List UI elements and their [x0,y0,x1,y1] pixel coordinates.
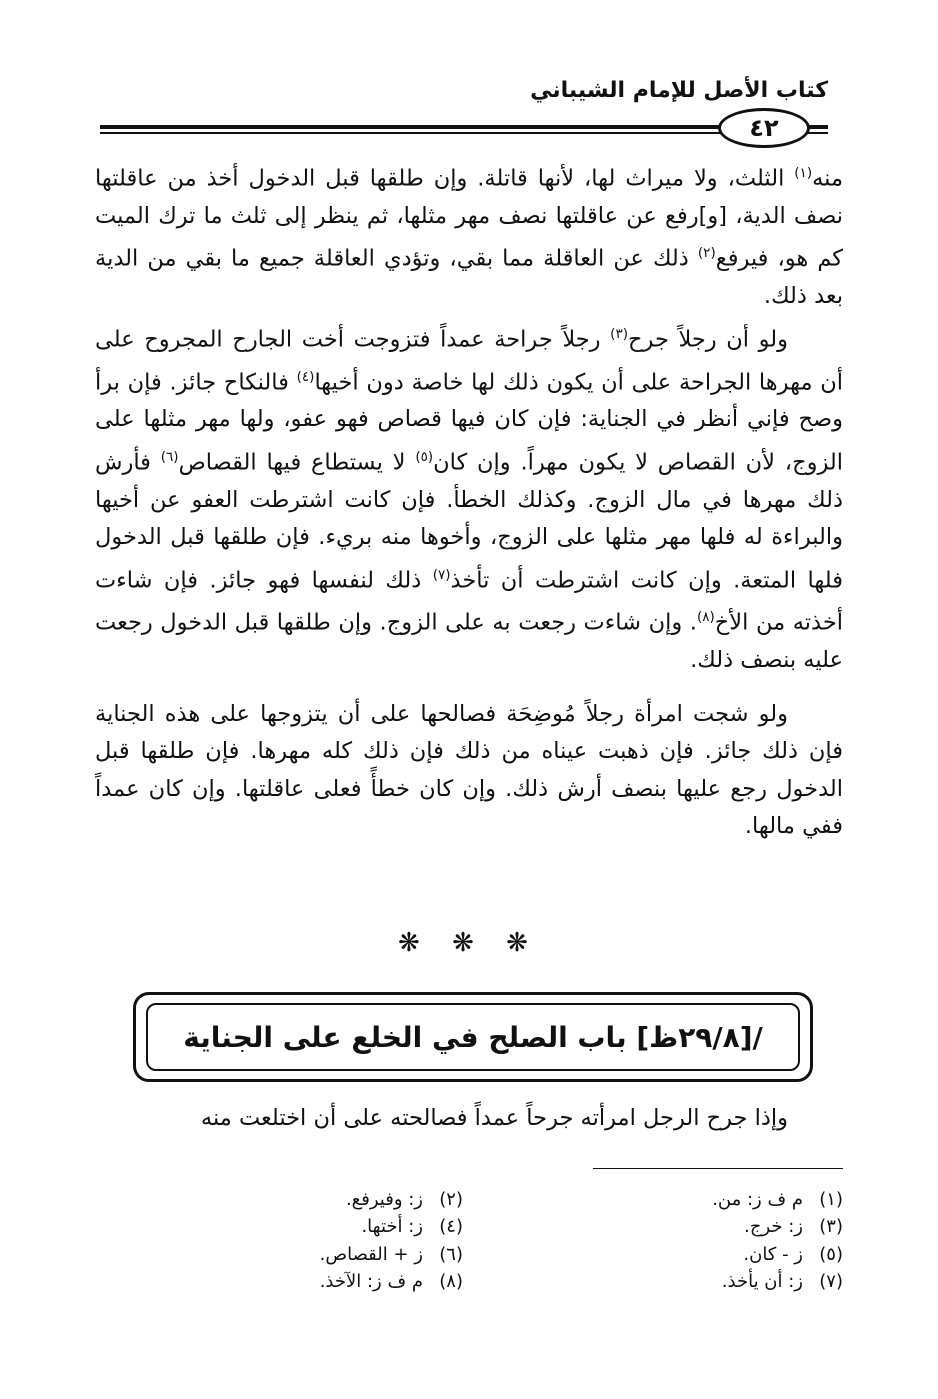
footnote-4 [263,1213,463,1240]
footnote-number: (٢) [439,1189,463,1210]
p2-t1: ولو أن رجلاً جرح [628,326,789,353]
footnote-text: ز: أختها. [361,1216,423,1238]
footnote-number: (٥) [819,1243,843,1265]
p2-t5: فأرش ذلك مهرها في مال الزوج. وكذلك الخطأ. فإن كانت اشترطت العفو عن أخيها والبراءة له فلها مهر مثلها على الزوج، وأخوها منه بريء. فإن طلقها قبل الدخول فلها المتعة. وإن كانت اشترطت أن تأخذ [95,449,843,594]
section-separator-stars: ❋ ❋ ❋ [398,928,540,958]
footnote-number: (٦) [439,1243,463,1265]
p1-t2: ذلك عن العاقلة مما بقي، وتؤدي العاقلة جميع ما بقي من الدية بعد ذلك. [95,245,843,310]
footnote-ref-6: (٦) [160,448,179,465]
footnote-8 [263,1268,463,1295]
footnote-text: م ف ز: من. [712,1189,803,1210]
footnote-ref-4: (٤) [296,368,315,385]
p2-t6: ذلك لنفسها فهو جائز. فإن شاءت أخذته من الأخ [95,567,843,636]
footnote-ref-5: (٥) [415,448,434,465]
footnote-text: ز: أن يأخذ. [721,1270,803,1292]
section-heading: /[٢٩/٨ظ] باب الصلح في الخلع على الجناية [183,1020,763,1054]
footnote-ref-8: (٨) [696,609,715,626]
p2-t7: . وإن شاءت رجعت به على الزوج. وإن طلقها قبل الدخول رجعت عليه بنصف ذلك. [95,609,843,674]
footnote-5 [643,1241,843,1268]
footnote-ref-3: (٣) [610,325,628,342]
footnotes-left-column [263,1186,463,1295]
footnote-1 [643,1186,843,1213]
footnote-text: م ف ز: الآخذ. [319,1270,423,1292]
footnote-rule [593,1168,843,1169]
section-heading-inner-frame [146,1003,800,1071]
running-title: كتاب الأصل للإمام الشيباني [530,78,828,103]
p2-t2: رجلاً جراحة عمداً فتزوجت أخت الجارح المجروح على أن مهرها الجراحة على أن يكون ذلك لها خاصة دون أخيها [95,326,843,396]
footnote-2 [263,1186,463,1213]
footnote-number: (٤) [439,1216,463,1238]
footnote-6 [263,1241,463,1268]
p1-w1: منه [812,165,843,192]
footnote-number: (٧) [819,1270,843,1292]
p2-t3: فالنكاح جائز. فإن برأ وصح فإني أنظر في الجناية: فإن كان فيها قصاص فهو عفو، ولها مهر مثلها على الزوج، لأن القصاص لا يكون مهراً. وإن كان [95,369,843,476]
footnote-ref-7: (٧) [432,566,451,583]
footnote-ref-1: (١) [794,165,813,181]
paragraph-3: ولو شجت امرأة رجلاً مُوضِحَة فصالحها على أن يتزوجها على هذه الجناية فإن ذلك جائز. فإن ذهبت عيناه من ذلك فإن ذلك كله مهرها. فإن طلقها قبل الدخول رجع عليها بنصف أرش ذلك. وإن كان خطأً فعلى عاقلتها. وإن كان عمداً ففي مالها. [95,700,843,839]
footnote-text: ز - كان. [743,1243,803,1265]
footnote-number: (٨) [439,1270,463,1292]
paragraph-1 [95,155,843,316]
page-number-badge [718,108,810,148]
footnote-text: ز: وفيرفع. [345,1189,423,1210]
footnote-7 [643,1268,843,1295]
footnote-text: ز + القصاص. [319,1243,423,1265]
footnotes-right-column [643,1186,843,1295]
footnote-number: (١) [819,1189,843,1210]
footnote-text: ز: خرج. [744,1216,803,1238]
p2-t4: لا يستطاع فيها القصاص [178,449,416,476]
footnote-3 [643,1213,843,1240]
section-heading-frame [133,992,813,1082]
body-text [95,155,843,845]
footnote-number: (٣) [819,1216,843,1238]
footnote-ref-2: (٢) [697,245,716,262]
paragraph-4: وإذا جرح الرجل امرأته جرحاً عمداً فصالحته على أن اختلعت منه [200,1105,788,1131]
p1-t1: الثلث، ولا ميراث لها، لأنها قاتلة. وإن طلقها قبل الدخول أخذ من عاقلتها نصف الدية، [و]رفع عن عاقلتها نصف مهر مثلها، ثم ينظر إلى ثلث ما ترك الميت كم هو، فيرفع [95,165,844,272]
page-number: ٤٢ [749,114,779,142]
paragraph-2 [95,316,843,680]
